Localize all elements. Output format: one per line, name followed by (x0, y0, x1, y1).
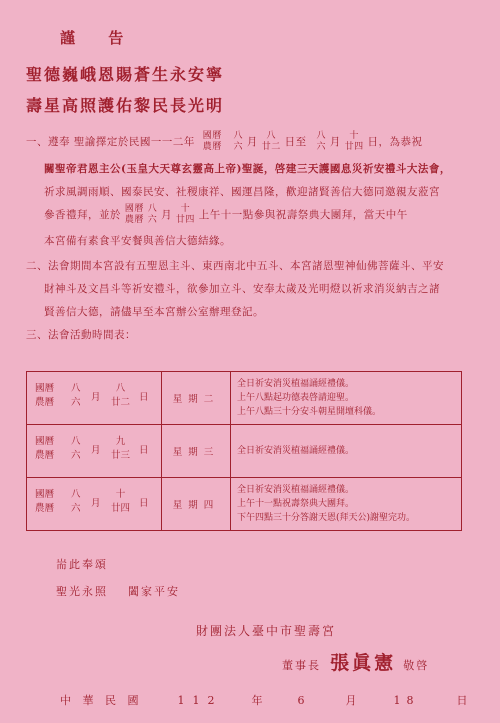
heading-line-1: 聖德巍峨恩賜蒼生永安寧 (26, 65, 225, 84)
month-char: 月 (161, 209, 173, 221)
section2-line3: 賢善信大德，請儘早至本宮辦公室辦理登記。 (44, 306, 264, 318)
nl-start-month: 六 (233, 142, 244, 152)
activity-item: 上午八點起功德表啓請迎聖。 (237, 393, 355, 403)
section1-line2: 關聖帝君恩主公(玉皇大天尊玄靈高上帝)聖誕，啓建三天護國息災祈安禮斗大法會， (44, 163, 451, 175)
section3-label: 法會活動時間表： (48, 329, 136, 341)
signature-role: 董事長 (282, 659, 321, 672)
activity-item: 全日祈安消災植福誦經禮儀。 (237, 485, 355, 495)
gl-day: 九 (115, 436, 126, 447)
nl-day: 廿二 (111, 397, 131, 408)
activities-cell (231, 478, 462, 531)
closing-line-2 (56, 583, 180, 599)
gregorian-label: 國曆 (35, 383, 55, 394)
signature-suffix: 敬啓 (403, 659, 430, 672)
section2-line2: 財神斗及文昌斗等祈安禮斗，欲參加立斗、安奉太歲及光明燈以祈求消災納吉之諸 (44, 283, 440, 295)
nl-end-month: 六 (316, 142, 326, 152)
weekday-cell: 星期二 (162, 372, 231, 425)
gl-ceremony-day: 十 (180, 204, 191, 214)
section2-line1 (26, 258, 444, 273)
nl-month: 六 (71, 503, 81, 514)
lunar-label: 農曆 (35, 450, 55, 461)
date-month: 6 (297, 694, 305, 707)
section1-line4-start: 參香禮拜，並於 (44, 209, 121, 221)
section1-line4-end: 上午十一點參與祝壽祭典大團拜，當天中午 (198, 209, 408, 221)
table-row (27, 478, 462, 531)
section2-text-1: 法會期間本宮設有五聖恩主斗、東西南北中五斗、本宮諸恩聖神仙佛菩薩斗、平安 (48, 260, 444, 272)
gl-ceremony-month: 八 (147, 204, 158, 214)
nl-ceremony-month: 六 (147, 215, 158, 225)
activities-cell (231, 372, 462, 425)
nl-month: 六 (71, 450, 81, 461)
signature-line (282, 648, 429, 675)
month-char: 月 (91, 445, 101, 456)
lunar-label: 農曆 (35, 397, 55, 408)
nl-day: 廿三 (111, 450, 131, 461)
weekday-cell: 星期三 (162, 425, 231, 478)
ceremony-day (176, 204, 195, 226)
end-month (316, 131, 326, 153)
year-char: 年 (251, 694, 263, 707)
calendar-labels (203, 131, 222, 153)
schedule-table (26, 371, 462, 531)
nl-month: 六 (71, 397, 81, 408)
activity-item: 上午十一點祝壽祭典大團拜。 (237, 499, 355, 509)
gregorian-label: 國曆 (202, 131, 222, 141)
month-char: 月 (91, 498, 101, 509)
section1-line4 (44, 204, 408, 226)
calendar-labels-2 (125, 204, 144, 226)
table-row (27, 425, 462, 478)
activity-item: 全日祈安消災植福誦經禮儀。 (237, 379, 355, 389)
section1-number: 一、 (26, 136, 48, 148)
section1-line5: 本宮備有素食平安餐與善信大德結緣。 (44, 235, 231, 247)
end-day (345, 131, 364, 153)
lunar-label: 農曆 (124, 215, 144, 225)
date-era: 中 華 民 國 (60, 694, 143, 707)
gregorian-label: 國曆 (35, 489, 55, 500)
gl-end-day: 十 (349, 131, 359, 141)
section1-line1 (26, 131, 423, 153)
gl-month: 八 (71, 489, 81, 500)
gl-start-day: 八 (266, 131, 277, 141)
gl-start-month: 八 (233, 131, 244, 141)
heading-line-2: 壽星高照護佑黎民長光明 (26, 96, 225, 115)
section1-intro-end: ，為恭祝 (378, 136, 423, 148)
activity-item: 上午八點三十分安斗朝星開壇科儀。 (237, 407, 382, 417)
date-cell (27, 478, 162, 531)
closing-line-1: 耑此奉頌 (56, 558, 108, 571)
table-row (27, 372, 462, 425)
activities-cell (231, 425, 462, 478)
start-month (234, 131, 244, 153)
weekday-cell: 星期四 (162, 478, 231, 531)
section1-intro: 遵奉 聖諭擇定於民國一一二年 (48, 136, 195, 148)
day-char: 日 (367, 136, 379, 148)
day-char: 日 (139, 445, 149, 456)
date-year: 112 (177, 694, 223, 707)
month-char: 月 (329, 136, 341, 148)
start-day (262, 131, 281, 153)
gl-month: 八 (71, 383, 81, 394)
ceremony-month (148, 204, 158, 226)
gl-day: 八 (115, 383, 126, 394)
lunar-label: 農曆 (202, 142, 222, 152)
section3-heading (26, 327, 136, 342)
nl-start-day: 廿二 (261, 142, 281, 152)
closing-blessing-b: 闔家平安 (128, 585, 180, 598)
signature-name: 張眞憲 (330, 652, 397, 674)
gl-end-month: 八 (316, 131, 326, 141)
date-cell (27, 425, 162, 478)
section1-line3: 祈求風調雨順、國泰民安、社稷康祥、國運昌隆，歡迎諸賢善信大德同邀親友蒞宮 (44, 186, 440, 198)
month-char: 月 (246, 136, 258, 148)
activity-item: 下午四點三十分答謝天恩(拜天公)謝聖完功。 (237, 513, 416, 523)
day-char: 日 (456, 694, 468, 707)
nl-end-day: 廿四 (344, 142, 364, 152)
gl-day: 十 (115, 489, 126, 500)
date-line (60, 692, 468, 708)
date-cell (27, 372, 162, 425)
day-char: 日 (139, 392, 149, 403)
date-day: 18 (393, 694, 420, 707)
section3-number: 三、 (26, 329, 48, 341)
gregorian-label: 國曆 (35, 436, 55, 447)
notice-title: 謹 告 (60, 29, 138, 47)
activity-item: 全日祈安消災植福誦經禮儀。 (237, 446, 355, 456)
nl-ceremony-day: 廿四 (175, 215, 195, 225)
signature-org: 財團法人臺中市聖壽宮 (196, 624, 337, 638)
section2-number: 二、 (26, 260, 48, 272)
lunar-label: 農曆 (35, 503, 55, 514)
to-text: 日至 (284, 136, 307, 148)
gl-month: 八 (71, 436, 81, 447)
closing-blessing-a: 聖光永照 (56, 585, 108, 598)
month-char: 月 (91, 392, 101, 403)
nl-day: 廿四 (111, 503, 131, 514)
gregorian-label: 國曆 (124, 204, 144, 214)
day-char: 日 (139, 498, 149, 509)
month-char: 月 (345, 694, 357, 707)
